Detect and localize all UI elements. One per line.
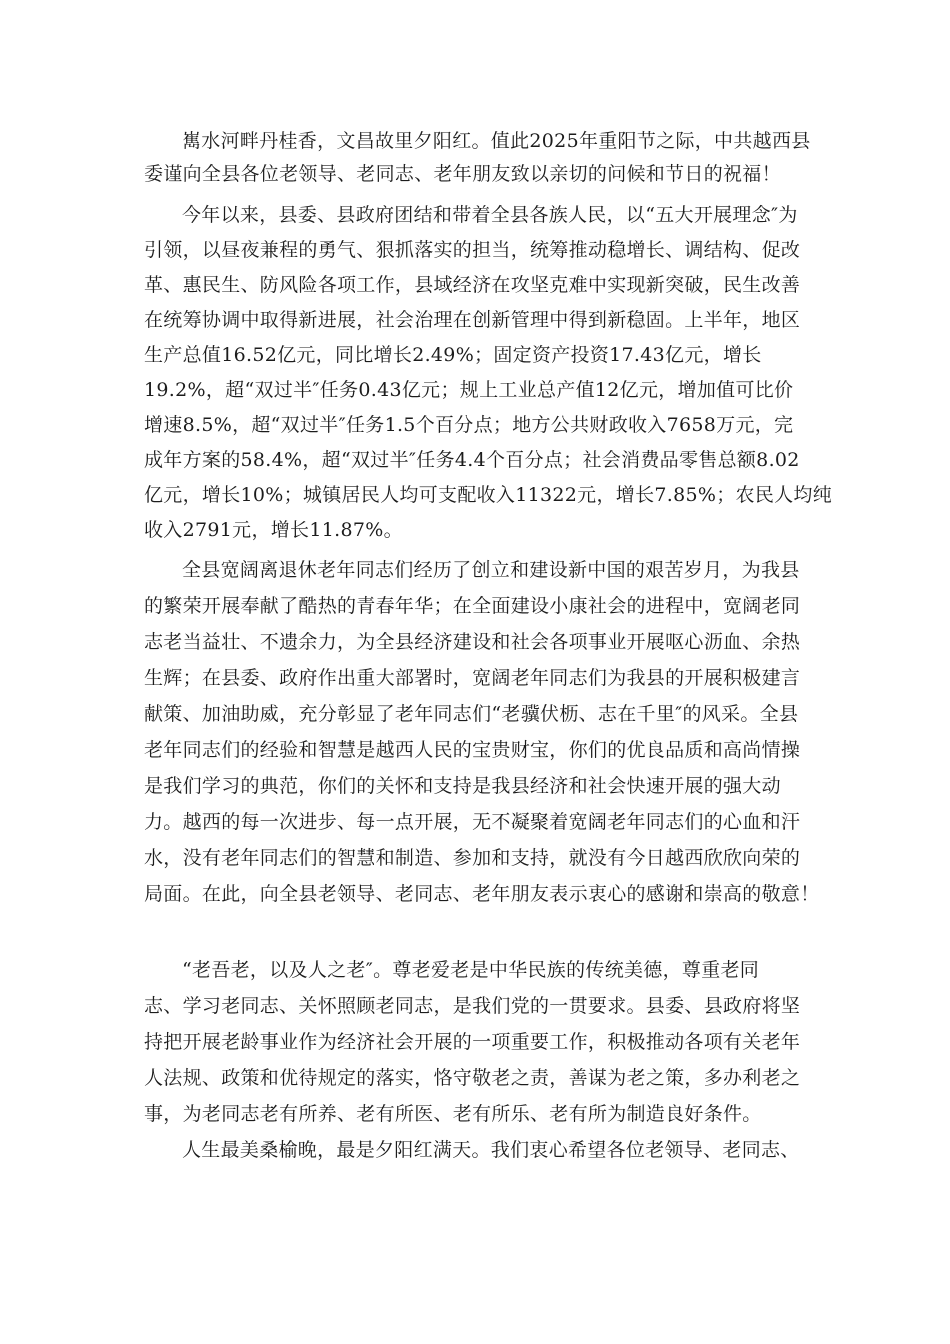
- text-line: 人法规、政策和优待规定的落实，恪守敬老之责，善谋为老之策，多办利老之: [144, 1067, 801, 1089]
- text-line: 事，为老同志老有所养、老有所医、老有所乐、老有所为制造良好条件。: [144, 1103, 762, 1125]
- text-line: 生辉；在县委、政府作出重大部署时，宽阔老年同志们为我县的开展积极建言: [144, 667, 801, 689]
- text-line: 老年同志们的经验和智慧是越西人民的宝贵财宝，你们的优良品质和高尚情操: [144, 739, 801, 761]
- text-line: 生产总值16.52亿元，同比增长2.49%；固定资产投资17.43亿元，增长: [144, 344, 762, 366]
- text-line: 亿元，增长10%；城镇居民人均可支配收入11322元，增长7.85%；农民人均纯: [144, 484, 833, 506]
- text-line: 是我们学习的典范，你们的关怀和支持是我县经济和社会快速开展的强大动: [144, 775, 781, 797]
- text-line: 全县宽阔离退休老年同志们经历了创立和建设新中国的艰苦岁月，为我县: [182, 559, 800, 581]
- text-line: 力。越西的每一次进步、每一点开展，无不凝聚着宽阔老年同志们的心血和汗: [144, 811, 801, 833]
- text-line: 革、惠民生、防风险各项工作，县域经济在攻坚克难中实现新突破，民生改善: [144, 274, 801, 296]
- text-line: 持把开展老龄事业作为经济社会开展的一项重要工作，积极推动各项有关老年: [144, 1031, 801, 1053]
- text-line: 成年方案的58.4%，超“双过半″任务4.4个百分点；社会消费品零售总额8.02: [144, 449, 800, 471]
- text-line: 的繁荣开展奉献了酷热的青春年华；在全面建设小康社会的进程中，宽阔老同: [144, 595, 801, 617]
- text-line: “老吾老，以及人之老″。尊老爱老是中华民族的传统美德，尊重老同: [182, 959, 760, 981]
- text-line: 水，没有老年同志们的智慧和制造、参加和支持，就没有今日越西欣欣向荣的: [144, 847, 801, 869]
- text-line: 委谨向全县各位老领导、老同志、老年朋友致以亲切的问候和节日的祝福！: [144, 163, 781, 185]
- text-line: 在统筹协调中取得新进展，社会治理在创新管理中得到新稳固。上半年，地区: [144, 309, 801, 331]
- text-line: 志、学习老同志、关怀照顾老同志，是我们党的一贯要求。县委、县政府将坚: [144, 995, 801, 1017]
- text-line: 献策、加油助威，充分彰显了老年同志们“老骥伏枥、志在千里″的风采。全县: [144, 703, 799, 725]
- text-line: 引领，以昼夜兼程的勇气、狠抓落实的担当，统筹推动稳增长、调结构、促改: [144, 239, 801, 261]
- text-line: 增速8.5%，超“双过半″任务1.5个百分点；地方公共财政收入7658万元，完: [144, 414, 794, 436]
- text-line: 嶲水河畔丹桂香，文昌故里夕阳红。值此2025年重阳节之际，中共越西县: [182, 130, 811, 152]
- text-line: 19.2%，超“双过半″任务0.43亿元；规上工业总产值12亿元，增加值可比价: [144, 379, 794, 401]
- text-line: 局面。在此，向全县老领导、老同志、老年朋友表示衷心的感谢和崇高的敬意！: [144, 883, 820, 905]
- text-line: 人生最美桑榆晚，最是夕阳红满天。我们衷心希望各位老领导、老同志、: [182, 1139, 800, 1161]
- text-line: 志老当益壮、不遗余力，为全县经济建设和社会各项事业开展呕心沥血、余热: [144, 631, 801, 653]
- text-line: 今年以来，县委、县政府团结和带着全县各族人民，以“五大开展理念″为: [182, 204, 798, 226]
- text-line: 收入2791元，增长11.87%。: [144, 519, 403, 541]
